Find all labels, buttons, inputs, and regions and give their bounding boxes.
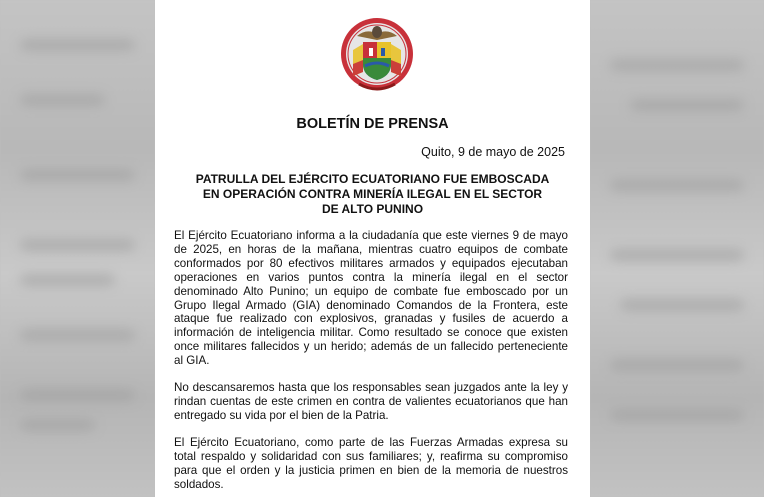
paragraph-3: El Ejército Ecuatoriano, como parte de las Fuerzas Armadas expresa su total respaldo y solidaridad con sus familiares; y, reafirma su compromiso para que el orden y la justicia primen en bien de la memoria de nuestros soldados. xyxy=(174,435,568,491)
blurred-background-left xyxy=(0,0,155,497)
press-release-page xyxy=(155,0,590,497)
blurred-background-right xyxy=(590,0,764,497)
paragraph-1: El Ejército Ecuatoriano informa a la ciudadanía que este viernes 9 de mayo de 2025, en horas de la mañana, mientras cuatro equipos de combate conformados por 80 efectivos militares armados y equipados ejecutaban operaciones en varios puntos contra la minería ilegal en el sector denominado Alto Punino; un equipo de combate fue emboscado por un Grupo Ilegal Armado (GIA) denominado Comandos de la Frontera, este ataque fue realizado con explosivos, granadas y fusiles de acuerdo a información de inteligencia militar. Como resultado se conoce que existen once militares fallecidos y un herido; además de un fallecido perteneciente al GIA. xyxy=(174,229,568,368)
document-heading: BOLETÍN DE PRENSA xyxy=(296,116,449,132)
document-date: Quito, 9 de mayo de 2025 xyxy=(421,145,565,159)
document-title: PATRULLA DEL EJÉRCITO ECUATORIANO FUE EMBOSCADA EN OPERACIÓN CONTRA MINERÍA ILEGAL EN EL SECTOR DE ALTO PUNINO xyxy=(195,172,550,216)
army-seal-icon xyxy=(339,14,415,100)
paragraph-2: No descansaremos hasta que los responsables sean juzgados ante la ley y rindan cuentas de este crimen en contra de valientes ecuatorianos que han entregado su vida por el bien de la Patria. xyxy=(174,381,568,422)
document-body xyxy=(174,229,568,497)
